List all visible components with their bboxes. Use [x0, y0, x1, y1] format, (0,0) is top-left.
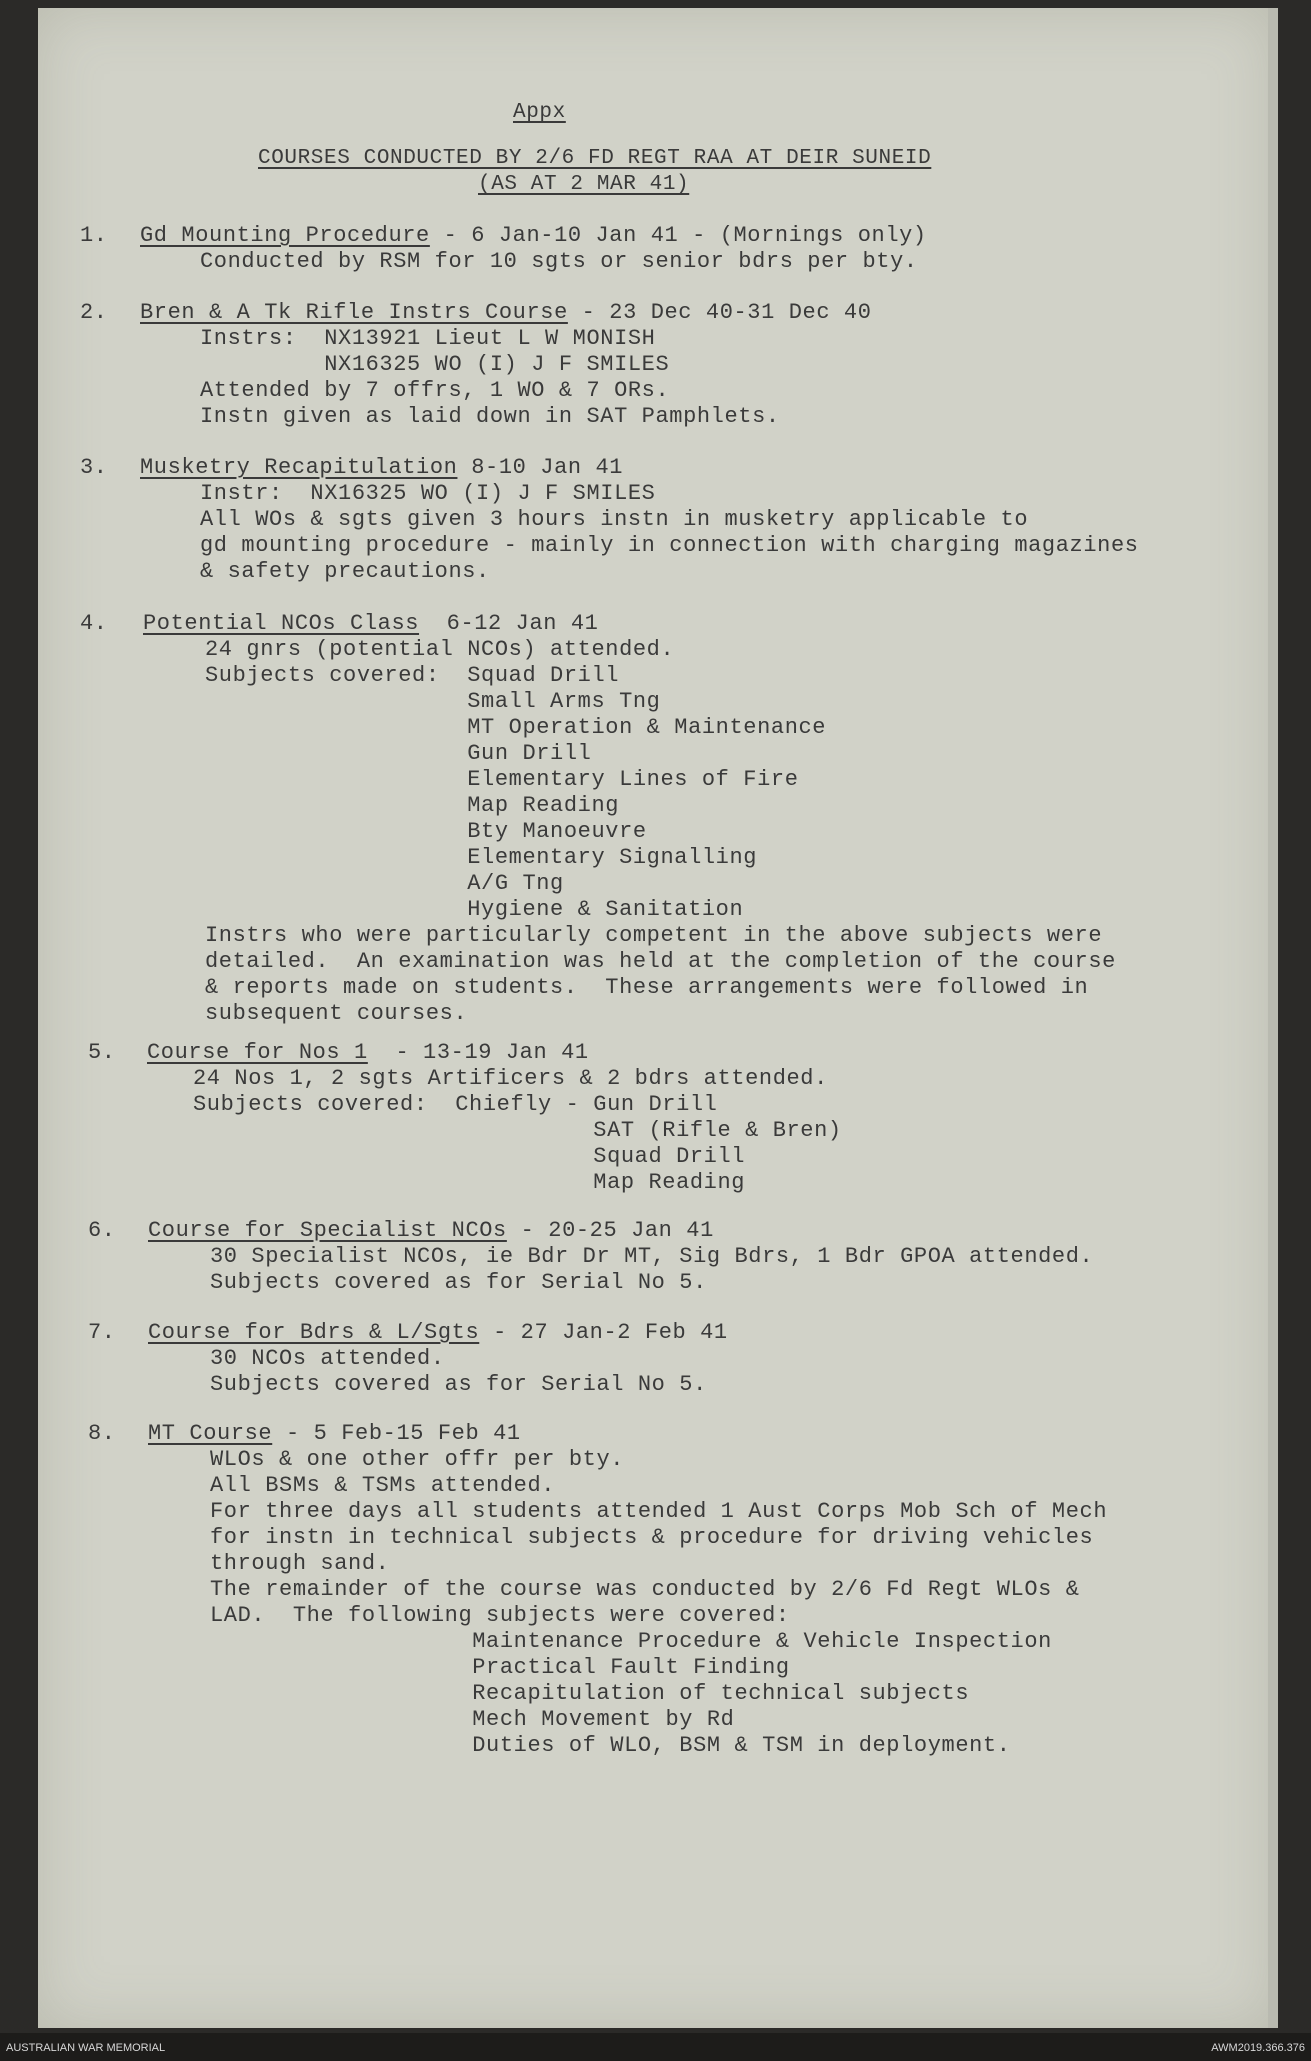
item-detail-line: Subjects covered as for Serial No 5.	[210, 1270, 707, 1295]
item-heading	[148, 1421, 521, 1447]
item-detail-line: detailed. An examination was held at the completion of the course	[205, 949, 1116, 974]
item-detail-line: Mech Movement by Rd	[210, 1707, 735, 1732]
document-subtitle: (AS AT 2 MAR 41)	[478, 173, 690, 196]
item-detail-line: Elementary Lines of Fire	[205, 767, 799, 792]
item-detail-line: Instn given as laid down in SAT Pamphlets.	[200, 404, 780, 429]
item-detail-line: Conducted by RSM for 10 sgts or senior bdrs per bty.	[200, 249, 918, 274]
item-detail-line: Subjects covered as for Serial No 5.	[210, 1372, 707, 1397]
item-detail-line: LAD. The following subjects were covered:	[210, 1603, 790, 1628]
footer-institution: AUSTRALIAN WAR MEMORIAL	[6, 2042, 166, 2054]
item-dates: - 6 Jan-10 Jan 41 - (Mornings only)	[429, 223, 927, 248]
paper-edge	[1268, 8, 1278, 2028]
item-number: 3.	[80, 455, 108, 480]
item-detail-line: gd mounting procedure - mainly in connection with charging magazines	[200, 533, 1139, 558]
item-detail-line: for instn in technical subjects & procedure for driving vehicles	[210, 1525, 1094, 1550]
item-heading	[147, 1040, 589, 1066]
item-detail-line: Duties of WLO, BSM & TSM in deployment.	[210, 1733, 1011, 1758]
item-detail-line: Instr: NX16325 WO (I) J F SMILES	[200, 481, 656, 506]
item-detail-line: Subjects covered: Squad Drill	[205, 663, 620, 688]
item-detail-line: & reports made on students. These arrangements were followed in	[205, 975, 1089, 1000]
item-detail-line: Instrs: NX13921 Lieut L W MONISH	[200, 326, 656, 351]
item-number: 1.	[80, 223, 108, 248]
item-detail-line: The remainder of the course was conducted by 2/6 Fd Regt WLOs &	[210, 1577, 1080, 1602]
item-detail-line: A/G Tng	[205, 871, 564, 896]
item-detail-line: Bty Manoeuvre	[205, 819, 647, 844]
item-title: Course for Bdrs & L/Sgts	[148, 1320, 480, 1345]
item-heading	[148, 1320, 728, 1346]
item-heading	[140, 455, 623, 481]
item-detail-line: 24 gnrs (potential NCOs) attended.	[205, 637, 675, 662]
item-number: 6.	[88, 1218, 116, 1243]
item-detail-line: & safety precautions.	[200, 559, 490, 584]
item-detail-line: Recapitulation of technical subjects	[210, 1681, 970, 1706]
item-heading	[143, 611, 598, 637]
item-detail-line: Subjects covered: Chiefly - Gun Drill	[193, 1092, 718, 1117]
item-detail-line: Practical Fault Finding	[210, 1655, 790, 1680]
item-detail-line: Elementary Signalling	[205, 845, 758, 870]
item-title: MT Course	[148, 1421, 273, 1446]
item-heading	[140, 223, 927, 249]
item-detail-line: through sand.	[210, 1551, 390, 1576]
item-number: 7.	[88, 1320, 116, 1345]
item-title: Course for Nos 1	[147, 1040, 368, 1065]
item-dates: 8-10 Jan 41	[457, 455, 624, 480]
archive-footer	[0, 2033, 1311, 2061]
item-detail-line: All WOs & sgts given 3 hours instn in musketry applicable to	[200, 507, 1029, 532]
item-detail-line: Instrs who were particularly competent in the above subjects were	[205, 923, 1103, 948]
item-dates: - 20-25 Jan 41	[506, 1218, 714, 1243]
item-detail-line: 30 Specialist NCOs, ie Bdr Dr MT, Sig Bdrs, 1 Bdr GPOA attended.	[210, 1244, 1094, 1269]
item-detail-line: Attended by 7 offrs, 1 WO & 7 ORs.	[200, 378, 670, 403]
footer-reference: AWM2019.366.376	[1211, 2042, 1305, 2054]
item-detail-line: Squad Drill	[193, 1144, 746, 1169]
item-number: 5.	[88, 1040, 116, 1065]
item-detail-line: 30 NCOs attended.	[210, 1346, 445, 1371]
item-detail-line: NX16325 WO (I) J F SMILES	[200, 352, 670, 377]
item-detail-line: Map Reading	[193, 1170, 746, 1195]
item-detail-line: MT Operation & Maintenance	[205, 715, 827, 740]
item-detail-line: subsequent courses.	[205, 1001, 468, 1026]
item-detail-line: WLOs & one other offr per bty.	[210, 1447, 625, 1472]
item-detail-line: 24 Nos 1, 2 sgts Artificers & 2 bdrs attended.	[193, 1066, 828, 1091]
item-dates: - 27 Jan-2 Feb 41	[479, 1320, 728, 1345]
item-detail-line: For three days all students attended 1 Aust Corps Mob Sch of Mech	[210, 1499, 1108, 1524]
document-title: COURSES CONDUCTED BY 2/6 FD REGT RAA AT DEIR SUNEID	[258, 147, 932, 170]
item-heading	[140, 300, 872, 326]
item-number: 8.	[88, 1421, 116, 1446]
item-dates: - 13-19 Jan 41	[367, 1040, 589, 1065]
item-number: 2.	[80, 300, 108, 325]
item-dates: - 23 Dec 40-31 Dec 40	[567, 300, 872, 325]
item-detail-line: Small Arms Tng	[205, 689, 661, 714]
item-detail-line: SAT (Rifle & Bren)	[193, 1118, 842, 1143]
item-detail-line: Maintenance Procedure & Vehicle Inspection	[210, 1629, 1052, 1654]
item-dates: 6-12 Jan 41	[419, 611, 599, 636]
item-dates: - 5 Feb-15 Feb 41	[272, 1421, 521, 1446]
item-detail-line: Map Reading	[205, 793, 620, 818]
item-title: Course for Specialist NCOs	[148, 1218, 507, 1243]
item-title: Gd Mounting Procedure	[140, 223, 430, 248]
item-number: 4.	[80, 611, 108, 636]
item-title: Bren & A Tk Rifle Instrs Course	[140, 300, 568, 325]
item-title: Potential NCOs Class	[143, 611, 420, 636]
item-heading	[148, 1218, 714, 1244]
appx-label: Appx	[513, 101, 566, 124]
item-title: Musketry Recapitulation	[140, 455, 458, 480]
item-detail-line: Gun Drill	[205, 741, 592, 766]
item-detail-line: All BSMs & TSMs attended.	[210, 1473, 556, 1498]
item-detail-line: Hygiene & Sanitation	[205, 897, 744, 922]
